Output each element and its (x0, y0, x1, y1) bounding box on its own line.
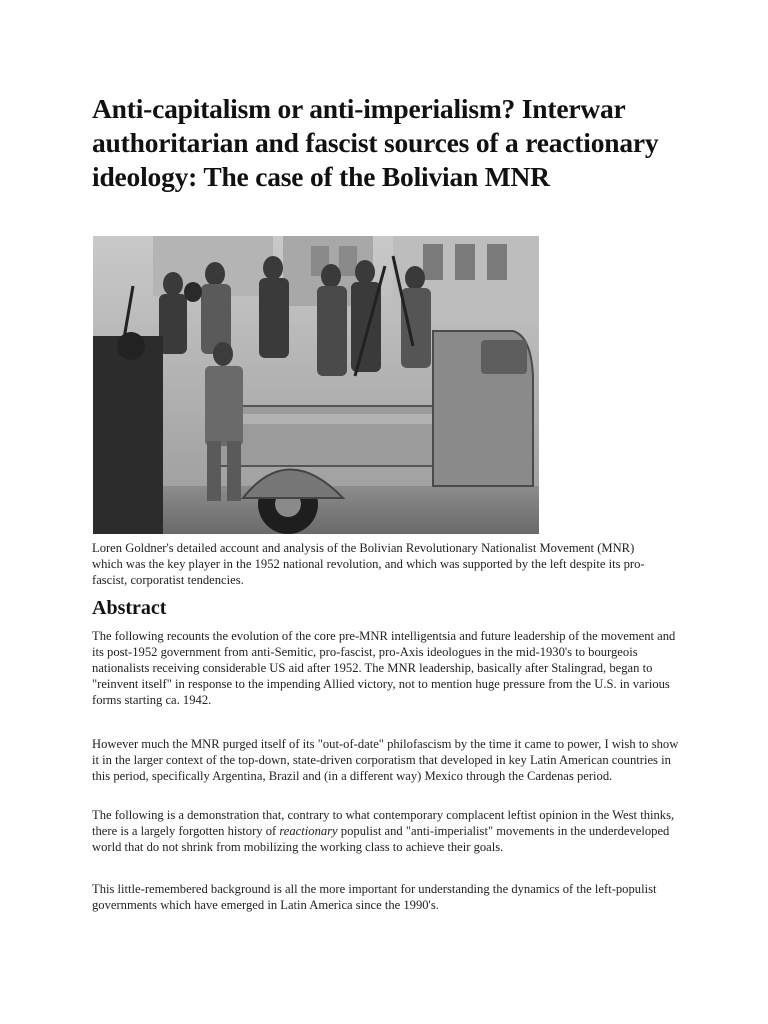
abstract-paragraph-3 (92, 807, 682, 855)
abstract-heading: Abstract (92, 597, 167, 619)
historical-photo (93, 236, 539, 534)
abstract-paragraph-4: This little-remembered background is all the more important for understanding the dynamics of the left-populist governments which have emerged in Latin America since the 1990's. (92, 882, 657, 912)
photo-caption: Loren Goldner's detailed account and analysis of the Bolivian Revolutionary Nationalist Movement (MNR) which was the key player in the 1952 national revolution, and which was supported by the left despite its pro-fascist, corporatist tendencies. (92, 541, 645, 587)
photo-historical-truck-icon (93, 236, 539, 534)
abstract-paragraph-2: However much the MNR purged itself of its "out-of-date" philofascism by the time it came to power, I wish to show it in the larger context of the top-down, state-driven corporatism that developed in key Latin American countries in this period, specifically Argentina, Brazil and (in a different way) Mexico through the Cardenas period. (92, 737, 679, 783)
abstract-paragraph-1: The following recounts the evolution of the core pre-MNR intelligentsia and future leadership of the movement and its post-1952 government from anti-Semitic, pro-fascist, pro-Axis ideologues in the mid-1930's to bourgeois nationalists receiving considerable US aid after 1952. The MNR leadership, basically after Stalingrad, began to "reinvent itself" in response to the impending Allied victory, not to mention huge pressure from the U.S. in various forms starting ca. 1942. (92, 629, 676, 707)
paragraph-3-text-a: The following is a demonstration that, contrary to what contemporary complacent leftist opinion in the West thinks, there is a largely forgotten history of (92, 808, 675, 838)
article-title: Anti-capitalism or anti-imperialism? Interwar authoritarian and fascist sources of a reactionary ideology: The case of the Bolivian MNR (92, 93, 659, 192)
paragraph-3-italic: reactionary (279, 824, 338, 838)
paragraph-3-text-b: populist and "anti-imperialist" movements in the underdeveloped world that do not shrink from mobilizing the working class to achieve their goals. (92, 824, 670, 854)
